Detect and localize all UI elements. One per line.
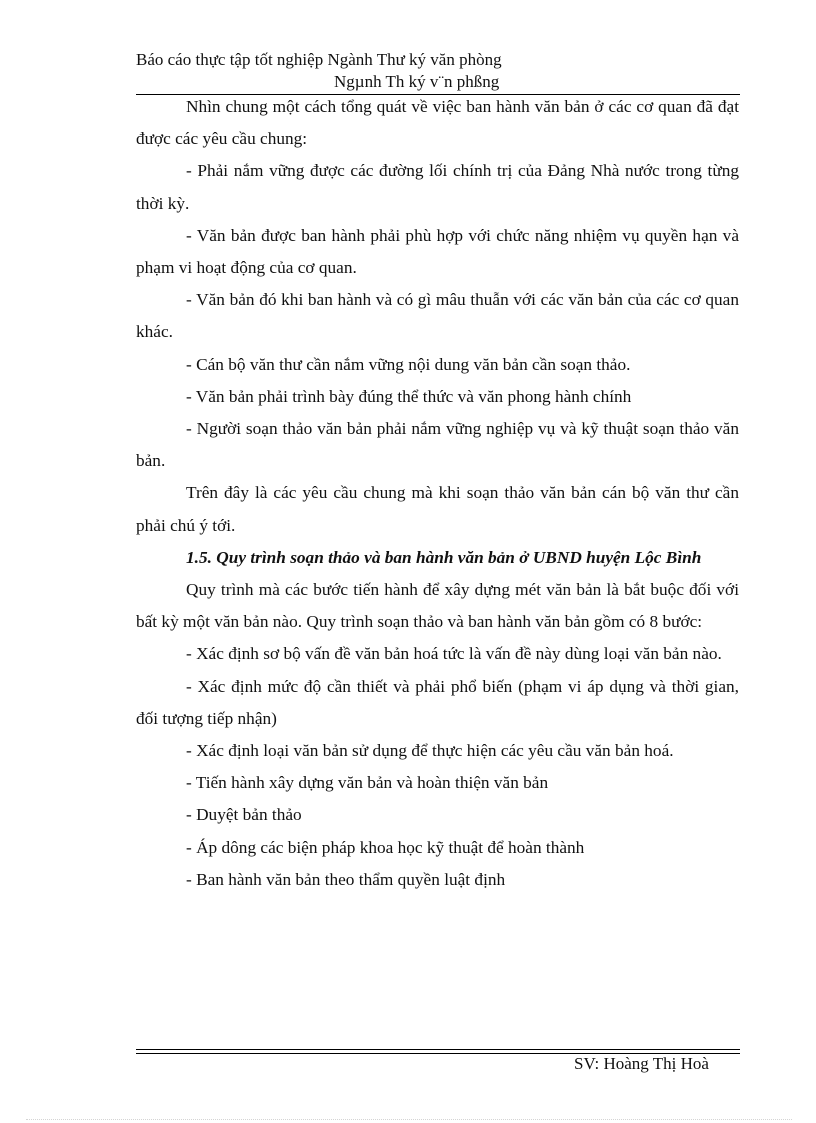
- paragraph: - Áp dông các biện pháp khoa học kỹ thuật để hoàn thành: [186, 837, 585, 857]
- paragraph: Quy trình mà các bước tiến hành để xây dựng mét văn bản là bắt buộc đối với bất kỳ một văn bản nào. Quy trình soạn thảo và ban hành văn bản gồm có 8 bước:: [136, 580, 739, 632]
- header-subtitle: Ngµnh Th ký v¨n phßng: [334, 72, 500, 91]
- paragraph: - Xác định sơ bộ vấn đề văn bản hoá tức là vấn đề này dùng loại văn bản nào.: [186, 644, 722, 664]
- paragraph: - Xác định loại văn bản sử dụng để thực hiện các yêu cầu văn bản hoá.: [186, 741, 674, 761]
- paragraph: - Ban hành văn bản theo thẩm quyền luật định: [186, 869, 506, 889]
- page-header: [136, 49, 740, 93]
- paragraph: - Xác định mức độ cần thiết và phải phổ biến (phạm vi áp dụng và thời gian, đối tượng tiếp nhận): [136, 676, 739, 728]
- paragraph: - Văn bản phải trình bày đúng thể thức và văn phong hành chính: [186, 386, 632, 406]
- paragraph: Trên đây là các yêu cầu chung mà khi soạn thảo văn bản cán bộ văn thư cần phải chú ý tới.: [136, 483, 739, 535]
- paragraph: - Phải nắm vững được các đường lối chính trị của Đảng Nhà nước trong từng thời kỳ.: [136, 161, 739, 213]
- paragraph: Nhìn chung một cách tổng quát về việc ban hành văn bản ở các cơ quan đã đạt được các yêu cầu chung:: [136, 97, 739, 149]
- paragraph: - Cán bộ văn thư cần nắm vững nội dung văn bản cần soạn thảo.: [186, 354, 631, 374]
- section-heading: 1.5. Quy trình soạn thảo và ban hành văn bản ở UBND huyện Lộc Bình: [186, 547, 702, 567]
- page-bottom-edge: [26, 1119, 792, 1120]
- paragraph: - Duyệt bản thảo: [186, 805, 302, 825]
- paragraph: - Văn bản được ban hành phải phù hợp với chức năng nhiệm vụ quyền hạn và phạm vi hoạt động của cơ quan.: [136, 225, 739, 278]
- paragraph: - Người soạn thảo văn bản phải nắm vững nghiệp vụ và kỹ thuật soạn thảo văn bản.: [136, 419, 739, 471]
- footer-student: SV: Hoàng Thị Hoà: [574, 1054, 709, 1073]
- document-body: [136, 91, 739, 896]
- paragraph: - Văn bản đó khi ban hành và có gì mâu thuẫn với các văn bản của các cơ quan khác.: [136, 290, 739, 342]
- header-title: Báo cáo thực tập tốt nghiệp Ngành Thư ký văn phòng: [136, 50, 502, 69]
- paragraph: - Tiến hành xây dựng văn bản và hoàn thiện văn bản: [186, 773, 549, 793]
